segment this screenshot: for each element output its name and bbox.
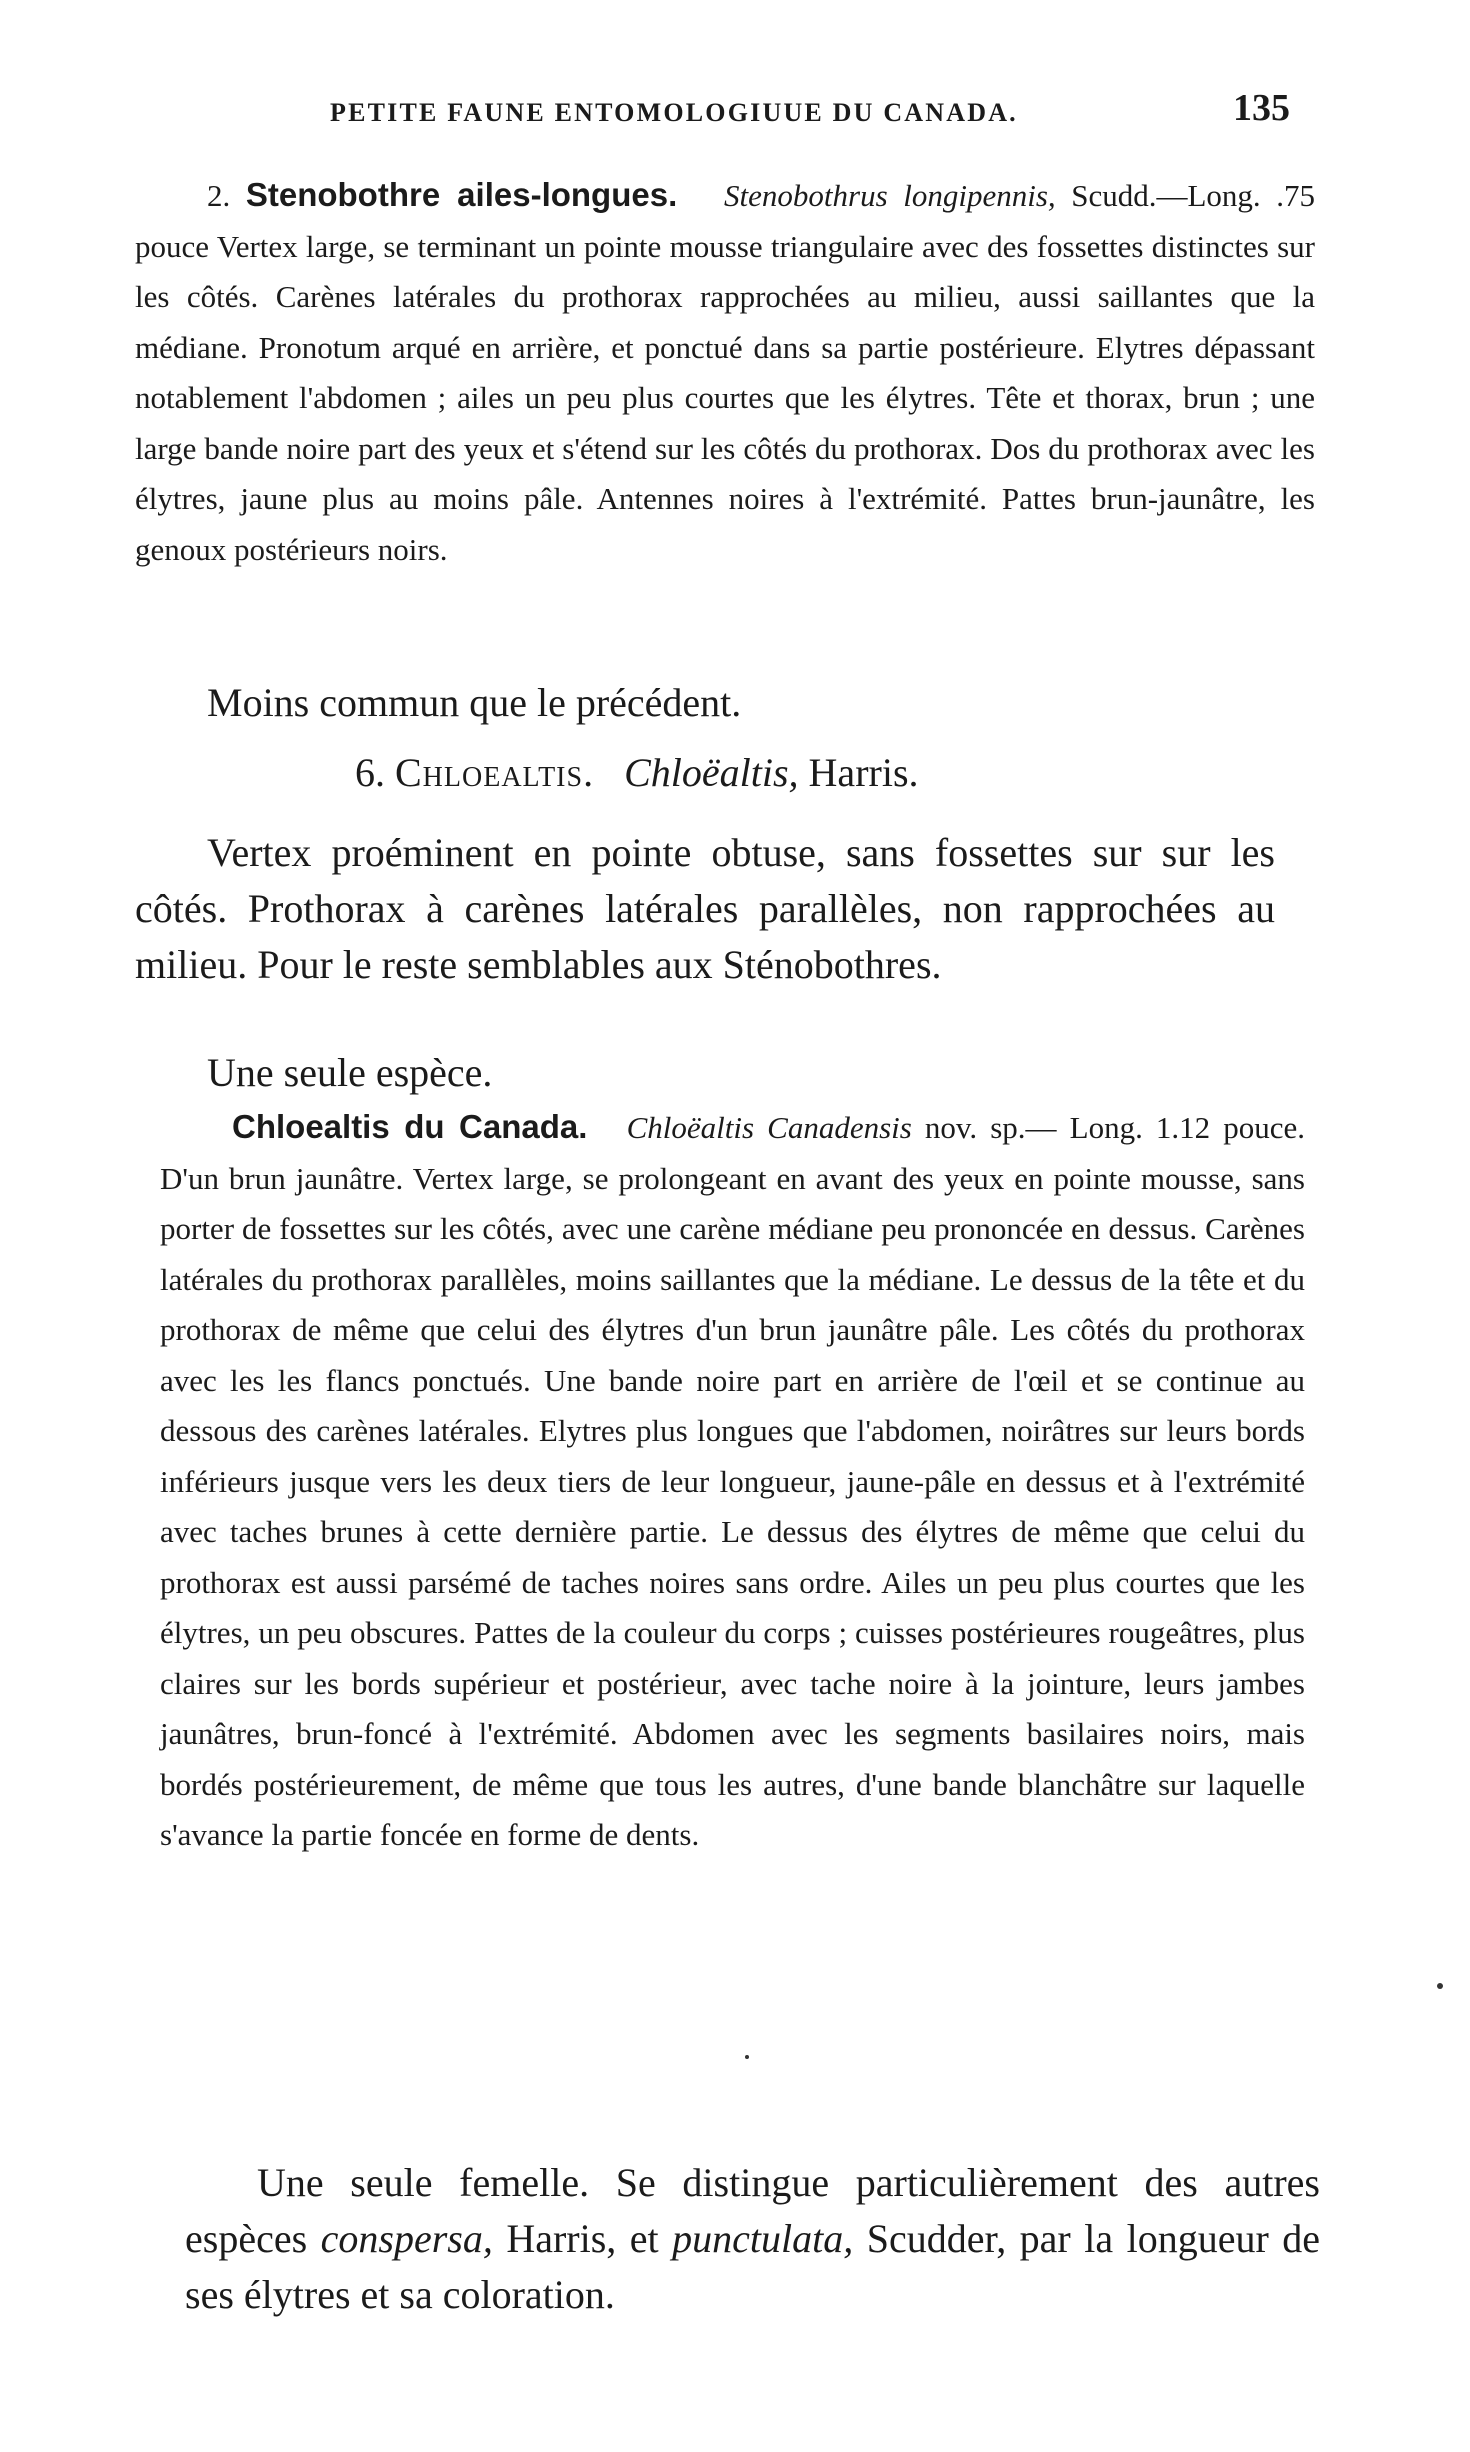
species-description: Long. 1.12 pouce. D'un brun jaunâtre. Vertex large, se prolongeant en avant des yeux en pointe mousse, sans porter de fossettes sur les côtés, avec une carène médiane peu prononcée en dessus. Carènes latérales du prothorax parallèles, moins saillantes que la médiane. Le dessus de la tête et du prothorax de même que celui des élytres d'un brun jaunâtre pâle. Les côtés du prothorax avec les les flancs ponctués. Une bande noire part en arrière de l'œil et se continue au dessous des carènes latérales. Elytres plus longues que l'abdomen, noirâtres sur leurs bords inférieurs jusque vers les deux tiers de leur longueur, jaune-pâle en dessus et à l'extrémité avec taches brunes à cette dernière partie. Le dessus des élytres de même que celui du prothorax est aussi parsémé de taches noires sans ordre. Ailes un peu plus courtes que les élytres, un peu obscures. Pattes de la couleur du corps ; cuisses postérieures rougeâtres, plus claires sur les bords supérieur et postérieur, avec tache noire à la jointure, leurs jambes jaunâtres, brun-foncé à l'extrémité. Abdomen avec les segments basilaires noirs, mais bordés postérieurement, de même que tous les autres, d'une bande blanchâtre sur laquelle s'avance la partie foncée en forme de dents. [160,1110,1305,1852]
page-header [330,87,1290,132]
specimen-note [185,2155,1320,2323]
specimen-note-start: Une seule femelle. Se distingue particulièrement des autres espèces [185,2160,1320,2261]
genus-latin-name: Chloëaltis, [624,750,799,795]
margin-speck [745,2055,749,2059]
specimen-note-end: Scudder, par la longueur de ses élytres et sa coloration. [185,2216,1321,2317]
species-latin-name: Stenobothrus longipennis, [724,178,1056,213]
genus-name: Chloealtis. [395,750,595,795]
species-status: nov. sp.— [924,1110,1057,1145]
species-common-name: Chloealtis du Canada. [232,1108,588,1145]
specimen-note-middle: Harris, et [506,2216,659,2261]
margin-speck [1437,1983,1443,1989]
genus-note: Une seule espèce. [207,1050,493,1095]
genus-description: Vertex proéminent en pointe obtuse, sans fossettes sur sur les côtés. Prothorax à carènes latérales parallèles, non rapprochées au milieu. Pour le reste semblables aux Sténobothres. [135,830,1275,987]
species-latin-name: Chloëaltis Canadensis [626,1110,912,1145]
genus-number: 6. [355,750,385,795]
running-head: PETITE FAUNE ENTOMOLOGIUUE DU CANADA. [330,98,1018,127]
species-common-name: Stenobothre ailes-longues. [245,176,678,213]
page-number: 135 [1233,87,1290,129]
genus-heading [135,745,1315,801]
species-entry-stenobothrus [135,170,1315,575]
species-ref-conspersa: conspersa, [320,2216,493,2261]
genus-author: Harris. [808,750,919,795]
rarity-note: Moins commun que le précédent. [207,680,742,725]
species-number: 2. [207,178,231,213]
species-description: Scudd.—Long. .75 pouce Vertex large, se terminant un pointe mousse triangulaire avec des fossettes distinctes sur les côtés. Carènes latérales du prothorax rapprochées au milieu, aussi saillantes que la médiane. Pronotum arqué en arrière, et ponctué dans sa partie postérieure. Elytres dépassant notablement l'abdomen ; ailes un peu plus courtes que les élytres. Tête et thorax, brun ; une large bande noire part des yeux et s'étend sur les côtés du prothorax. Dos du prothorax avec les élytres, jaune plus au moins pâle. Antennes noires à l'extrémité. Pattes brun-jaunâtre, les genoux postérieurs noirs. [135,178,1316,567]
species-entry-chloealtis [160,1102,1305,1861]
species-ref-punctulata: punctulata, [672,2216,854,2261]
